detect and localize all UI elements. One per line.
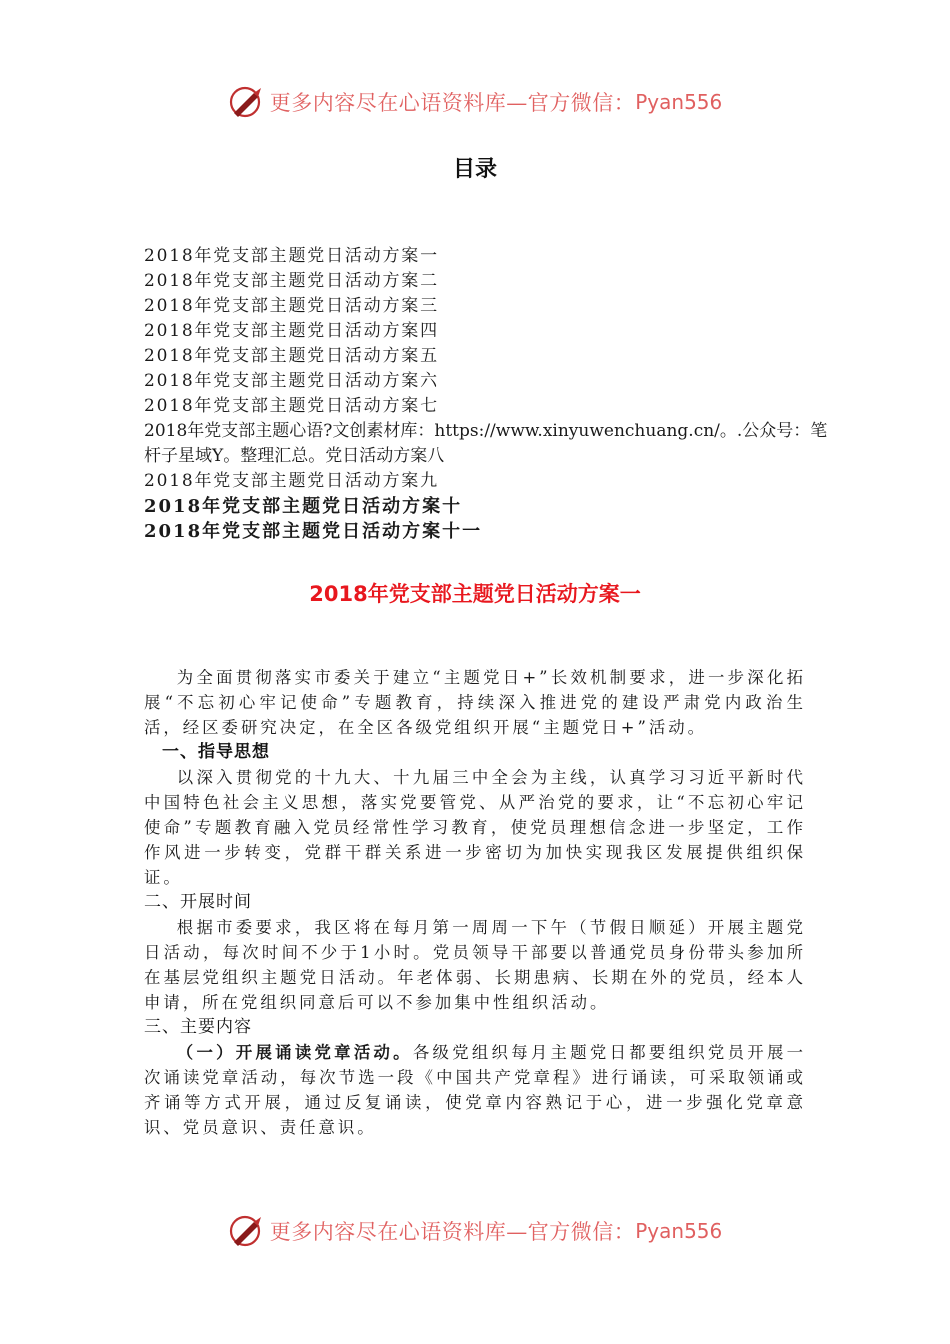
pen-nib-logo-icon: [228, 85, 266, 119]
toc-item[interactable]: 2018年党支部主题心语?文创素材库：https://www.xinyuwenchuang.cn/。.公众号：笔杆子星域Y。整理汇总。党日活动方案八: [144, 421, 828, 466]
toc-title: 目录: [452, 157, 497, 182]
header-banner: [0, 82, 950, 122]
schedule-paragraph: 根据市委要求，我区将在每月第一周周一下午（节假日顺延）开展主题党日活动，每次时间不少于1小时。党员领导干部要以普通党员身份带头参加所在基层党组织主题党日活动。年老体弱、长期患病、长期在外的党员，经本人申请，所在党组织同意后可以不参加集中性组织活动。: [144, 918, 806, 1012]
toc-item[interactable]: 2018年党支部主题党日活动方案二: [144, 271, 439, 291]
toc-item[interactable]: 2018年党支部主题党日活动方案九: [144, 471, 439, 491]
toc-item[interactable]: 2018年党支部主题党日活动方案三: [144, 296, 439, 316]
pen-nib-logo-icon: [228, 1214, 266, 1248]
banner-wechat-id: Pyan556: [635, 90, 723, 114]
toc-item[interactable]: 2018年党支部主题党日活动方案六: [144, 371, 439, 391]
intro-paragraph: 为全面贯彻落实市委关于建立“主题党日+”长效机制要求，进一步深化拓展“不忘初心牢记使命”专题教育，持续深入推进党的建设严肃党内政治生活，经区委研究决定，在全区各级党组织开展“主题党日+”活动。: [144, 668, 806, 737]
toc-item[interactable]: 2018年党支部主题党日活动方案十一: [144, 521, 483, 542]
banner-wechat-id: Pyan556: [635, 1219, 723, 1243]
table-of-contents: [144, 244, 834, 544]
toc-item[interactable]: 2018年党支部主题党日活动方案一: [144, 246, 439, 266]
heading-schedule: 二、开展时间: [144, 892, 252, 912]
section-body: [144, 665, 806, 1140]
heading-main-content: 三、主要内容: [144, 1017, 252, 1037]
toc-item[interactable]: 2018年党支部主题党日活动方案七: [144, 396, 439, 416]
content-lead: （一）开展诵读党章活动。: [176, 1043, 413, 1062]
toc-item[interactable]: 2018年党支部主题党日活动方案四: [144, 321, 439, 341]
banner-text: 更多内容尽在心语资料库—官方微信：: [269, 91, 636, 115]
section-title: 2018年党支部主题党日活动方案一: [309, 582, 641, 606]
heading-guiding-thought: 一、指导思想: [162, 742, 270, 762]
toc-item[interactable]: 2018年党支部主题党日活动方案五: [144, 346, 439, 366]
guiding-paragraph: 以深入贯彻党的十九大、十九届三中全会为主线，认真学习习近平新时代中国特色社会主义思想，落实党要管党、从严治党的要求，让“不忘初心牢记使命”专题教育融入党员经常性学习教育，使党员理想信念进一步坚定，工作作风进一步转变，党群干群关系进一步密切为加快实现我区发展提供组织保证。: [144, 768, 806, 887]
toc-item[interactable]: 2018年党支部主题党日活动方案十: [144, 496, 463, 517]
footer-banner: [0, 1211, 950, 1251]
banner-text: 更多内容尽在心语资料库—官方微信：: [269, 1220, 636, 1244]
content-paragraph: [144, 1040, 806, 1140]
content-text: 各级党组织每月主题党日都要组织党员开展一次诵读党章活动，每次节选一段《中国共产党章程》进行诵读，可采取领诵或齐诵等方式开展，通过反复诵读，使党章内容熟记于心，进一步强化党章意识、党员意识、责任意识。: [144, 1043, 807, 1137]
